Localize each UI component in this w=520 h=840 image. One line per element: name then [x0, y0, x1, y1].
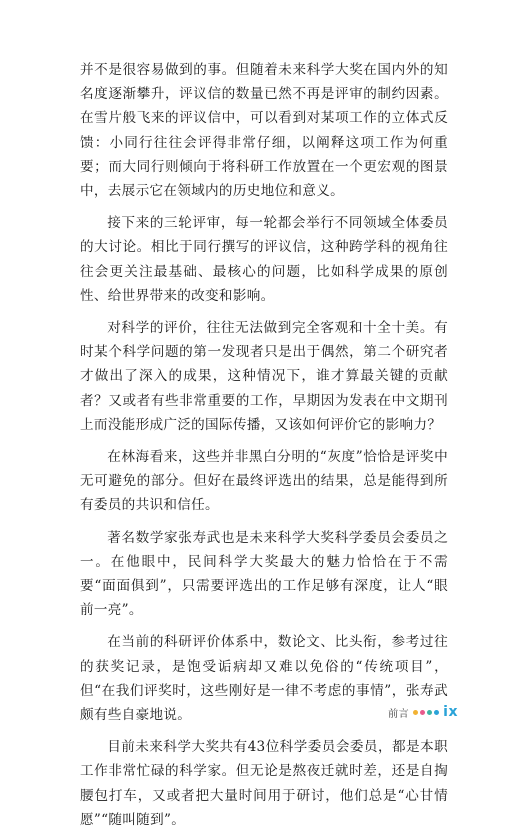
page-number: ix [443, 704, 458, 720]
page-footer [388, 704, 458, 720]
paragraph-4: 在林海看来，这些并非黑白分明的“灰度”恰恰是评奖中无可避免的部分。但好在最终评选出的结果，总是能得到所有委员的共识和信任。 [80, 449, 448, 514]
dot-1-icon [413, 710, 418, 715]
paragraph-7: 目前未来科学大奖共有43位科学委员会委员，都是本职工作非常忙碌的科学家。但无论是熬夜迁就时差，还是自掏腰包打车，又或者把大量时间用于研讨，他们总是“心甘情愿”“随叫随到”。 [80, 739, 448, 828]
dot-4-icon [434, 710, 439, 715]
paragraph-2: 接下来的三轮评审，每一轮都会举行不同领域全体委员的大讨论。相比于同行撰写的评议信，这种跨学科的视角往往会更关注最基础、最核心的问题，比如科学成果的原创性、给世界带来的改变和影响。 [80, 215, 448, 304]
decorative-dots-icon [413, 710, 439, 715]
paragraph-3: 对科学的评价，往往无法做到完全客观和十全十美。有时某个科学问题的第一发现者只是出于偶然，第二个研究者才做出了深入的成果，这种情况下，谁才算最关键的贡献者？又或者有些非常重要的工作，早期因为发表在中文期刊上而没能形成广泛的国际传播，又该如何评价它的影响力？ [80, 320, 448, 433]
document-body [80, 58, 448, 840]
paragraph-1: 并不是很容易做到的事。但随着未来科学大奖在国内外的知名度逐渐攀升，评议信的数量已然不再是评审的制约因素。在雪片般飞来的评议信中，可以看到对某项工作的立体式反馈：小同行往往会评得非常仔细，以阐释这项工作为何重要；而大同行则倾向于将科研工作放置在一个更宏观的图景中，去展示它在领域内的历史地位和意义。 [80, 62, 448, 200]
dot-2-icon [420, 710, 425, 715]
dot-3-icon [427, 710, 432, 715]
paragraph-6: 在当前的科研评价体系中，数论文、比头衔，参考过往的获奖记录，是饱受诟病却又难以免俗的“传统项目”，但“在我们评奖时，这些刚好是一律不考虑的事情”，张寿武颇有些自豪地说。 [80, 634, 448, 724]
paragraph-5: 著名数学家张寿武也是未来科学大奖科学委员会委员之一。在他眼中，民间科学大奖最大的魅力恰恰在于不需要“面面俱到”，只需要评选出的工作足够有深度，让人“眼前一亮”。 [80, 529, 448, 619]
section-label: 前言 [388, 708, 410, 720]
